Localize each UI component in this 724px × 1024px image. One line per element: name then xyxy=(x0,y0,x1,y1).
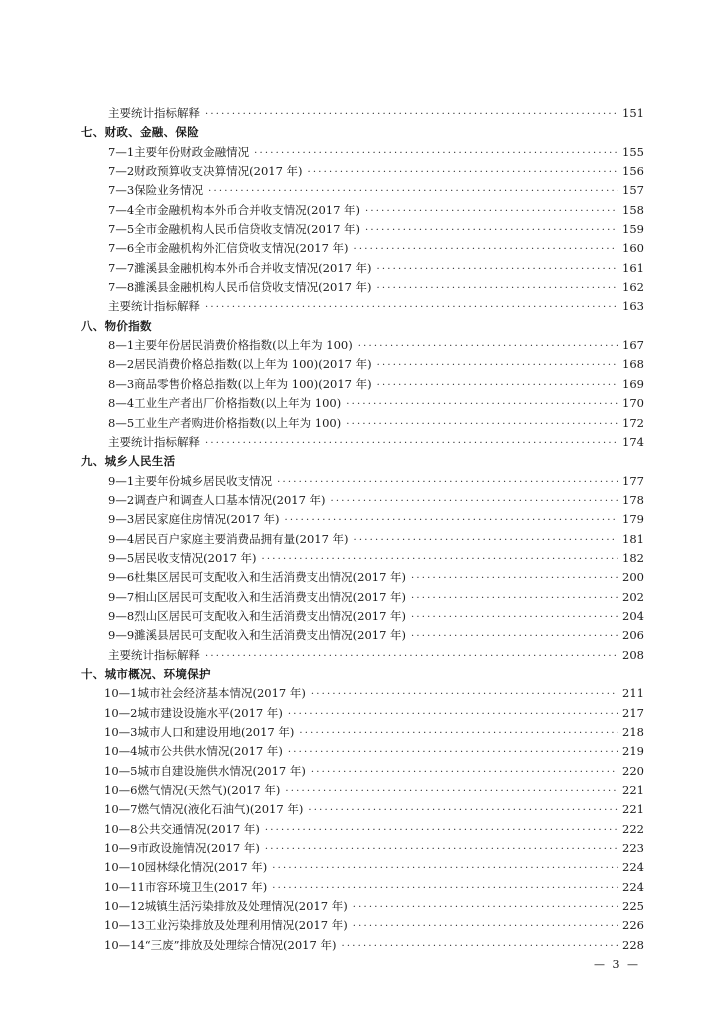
toc-entry-line xyxy=(108,626,644,646)
page-number: 220 xyxy=(622,763,644,778)
dot-leader xyxy=(377,376,618,395)
page-number: 202 xyxy=(622,589,644,604)
toc-entry xyxy=(0,742,724,761)
toc-entry xyxy=(0,839,724,858)
page-number: 182 xyxy=(622,550,644,565)
entry-title: 工业生产者购进价格指数(以上年为 100) xyxy=(134,415,342,430)
page-number: 200 xyxy=(622,570,644,585)
table-number: 8—5 xyxy=(108,415,135,430)
toc-entry xyxy=(0,297,724,316)
dot-leader xyxy=(411,627,618,646)
toc-entry xyxy=(0,878,724,897)
dot-leader xyxy=(354,531,618,550)
toc-entry xyxy=(0,239,724,258)
dot-leader xyxy=(411,569,618,588)
toc-entry xyxy=(0,607,724,626)
section-heading: 八、物价指数 xyxy=(81,318,152,333)
table-number: 10—8 xyxy=(104,821,138,836)
toc-entry-line xyxy=(108,375,644,395)
page-number: 181 xyxy=(622,531,644,546)
page-number: 168 xyxy=(622,357,644,372)
table-number: 9—1 xyxy=(108,473,135,488)
page-number: 208 xyxy=(622,647,644,662)
toc-entry xyxy=(0,162,724,181)
table-of-contents xyxy=(0,104,724,955)
table-number: 10—2 xyxy=(104,705,138,720)
entry-title: 燃气情况(天然气)(2017 年) xyxy=(137,783,281,798)
page-number: 219 xyxy=(622,744,644,759)
entry-title: 市容环境卫生(2017 年) xyxy=(144,879,268,894)
toc-entry xyxy=(0,510,724,529)
entry-title: 园林绿化情况(2017 年) xyxy=(144,860,268,875)
table-number: 7—2 xyxy=(108,164,135,179)
table-number: 8—3 xyxy=(108,376,135,391)
dot-leader xyxy=(288,743,618,762)
table-number: 8—1 xyxy=(108,338,135,353)
entry-title: 濉溪县金融机构人民币信贷收支情况(2017 年) xyxy=(134,280,372,295)
entry-title: 烈山区居民可支配收入和生活消费支出情况(2017 年) xyxy=(134,608,407,623)
entry-title: 濉溪县居民可支配收入和生活消费支出情况(2017 年) xyxy=(134,628,407,643)
toc-entry-line xyxy=(108,104,644,124)
section-heading-row xyxy=(0,452,724,471)
table-number: 10—4 xyxy=(104,744,138,759)
entry-title: 城市建设设施水平(2017 年) xyxy=(137,705,283,720)
toc-entry-line xyxy=(108,549,644,569)
page-number: 163 xyxy=(622,299,644,314)
dot-leader xyxy=(346,395,618,414)
toc-entry-line xyxy=(104,897,644,917)
table-number: 10—6 xyxy=(104,783,138,798)
toc-entry-line xyxy=(108,568,644,588)
table-number: 10—13 xyxy=(104,918,145,933)
page-number: 160 xyxy=(622,241,644,256)
table-number: 7—7 xyxy=(108,260,135,275)
table-number: 7—3 xyxy=(108,183,135,198)
toc-entry-line xyxy=(108,259,644,279)
toc-entry-line xyxy=(104,684,644,704)
dot-leader xyxy=(365,202,618,221)
page-number: 158 xyxy=(622,202,644,217)
toc-entry-line xyxy=(108,297,644,317)
toc-entry-line xyxy=(108,355,644,375)
dot-leader xyxy=(205,105,618,124)
toc-entry-line xyxy=(104,800,644,820)
entry-title: 城市社会经济基本情况(2017 年) xyxy=(137,686,306,701)
entry-title: 城镇生活污染排放及处理情况(2017 年) xyxy=(144,899,348,914)
dot-leader xyxy=(353,898,618,917)
toc-entry xyxy=(0,201,724,220)
table-number: 9—4 xyxy=(108,531,135,546)
section-heading: 九、城乡人民生活 xyxy=(81,454,176,469)
toc-entry-line xyxy=(108,433,644,453)
page-number: 179 xyxy=(622,512,644,527)
table-number: 10—11 xyxy=(104,879,145,894)
toc-entry xyxy=(0,568,724,587)
section-heading-row xyxy=(0,317,724,336)
page-number: 156 xyxy=(622,164,644,179)
table-number: 9—7 xyxy=(108,589,135,604)
entry-title: 城市自建设施供水情况(2017 年) xyxy=(137,763,306,778)
table-number: 8—4 xyxy=(108,396,135,411)
page-number: 174 xyxy=(622,434,644,449)
toc-entry xyxy=(0,433,724,452)
dot-leader xyxy=(346,415,618,434)
toc-entry-line xyxy=(108,588,644,608)
page-number: 217 xyxy=(622,705,644,720)
dot-leader xyxy=(311,763,618,782)
dot-leader xyxy=(308,801,618,820)
toc-entry-line xyxy=(108,646,644,666)
dot-leader xyxy=(365,221,618,240)
dot-leader xyxy=(205,647,618,666)
table-number: 10—7 xyxy=(104,802,138,817)
entry-title: 居民家庭住房情况(2017 年) xyxy=(134,512,280,527)
section-heading: 十、城市概况、环境保护 xyxy=(81,666,211,681)
dot-leader xyxy=(285,782,618,801)
toc-entry-line xyxy=(104,704,644,724)
entry-title: 居民百户家庭主要消费品拥有量(2017 年) xyxy=(134,531,349,546)
toc-entry-line xyxy=(104,858,644,878)
entry-title: 市政设施情况(2017 年) xyxy=(137,841,260,856)
toc-entry xyxy=(0,259,724,278)
entry-title: 城市人口和建设用地(2017 年) xyxy=(137,725,295,739)
dot-leader xyxy=(277,473,618,492)
page-number: 218 xyxy=(622,725,644,739)
page-number: 221 xyxy=(622,783,644,798)
toc-entry xyxy=(0,858,724,877)
toc-entry xyxy=(0,723,724,742)
dot-leader xyxy=(272,859,618,878)
toc-entry xyxy=(0,336,724,355)
dot-leader xyxy=(254,144,618,163)
toc-entry xyxy=(0,936,724,955)
entry-title: 全市金融机构外汇信贷收支情况(2017 年) xyxy=(134,241,349,256)
dot-leader xyxy=(205,298,618,317)
entry-title: 主要年份财政金融情况 xyxy=(134,144,250,159)
entry-title: 居民收支情况(2017 年) xyxy=(134,550,257,565)
table-number: 10—12 xyxy=(104,899,145,914)
entry-title: 调查户和调查人口基本情况(2017 年) xyxy=(134,492,326,507)
page-number: 204 xyxy=(622,608,644,623)
table-number: 9—8 xyxy=(108,608,135,623)
toc-entry xyxy=(0,800,724,819)
page-number: 206 xyxy=(622,628,644,643)
entry-title: 居民消费价格总指数(以上年为 100)(2017 年) xyxy=(134,357,372,372)
table-number: 9—6 xyxy=(108,570,135,585)
entry-title: 商品零售价格总指数(以上年为 100)(2017 年) xyxy=(134,376,372,391)
entry-title: 主要年份城乡居民收支情况 xyxy=(134,473,273,488)
page-number: 177 xyxy=(622,473,644,488)
dot-leader xyxy=(288,705,618,724)
toc-entry xyxy=(0,626,724,645)
table-number: 10—14 xyxy=(104,937,145,952)
page-number: 228 xyxy=(622,937,644,952)
table-number: 7—6 xyxy=(108,241,135,256)
toc-entry-line xyxy=(104,839,644,859)
toc-entry xyxy=(0,588,724,607)
toc-entry-line xyxy=(108,394,644,414)
toc-entry-line xyxy=(108,607,644,627)
toc-entry-line xyxy=(108,239,644,259)
table-number: 10—9 xyxy=(104,841,138,856)
entry-title: 相山区居民可支配收入和生活消费支出情况(2017 年) xyxy=(134,589,407,604)
page-number: 226 xyxy=(622,918,644,933)
toc-entry-line xyxy=(104,723,644,743)
dot-leader xyxy=(265,840,618,859)
entry-title: 主要年份居民消费价格指数(以上年为 100) xyxy=(134,338,353,353)
page-number: 178 xyxy=(622,492,644,507)
dot-leader xyxy=(262,550,618,569)
table-number: 7—8 xyxy=(108,280,135,295)
toc-entry xyxy=(0,104,724,123)
dot-leader xyxy=(353,917,618,936)
toc-entry-line xyxy=(108,201,644,221)
toc-entry xyxy=(0,820,724,839)
entry-title: “三废”排放及处理综合情况(2017 年) xyxy=(144,937,337,952)
dot-leader xyxy=(311,685,618,704)
toc-entry xyxy=(0,781,724,800)
toc-entry xyxy=(0,220,724,239)
dot-leader xyxy=(354,240,618,259)
toc-entry xyxy=(0,704,724,723)
toc-entry-line xyxy=(108,162,644,182)
entry-title: 工业生产者出厂价格指数(以上年为 100) xyxy=(134,396,342,411)
toc-entry-line xyxy=(108,491,644,511)
page-number: 167 xyxy=(622,338,644,353)
toc-entry-line xyxy=(108,510,644,530)
toc-entry xyxy=(0,414,724,433)
toc-entry-line xyxy=(104,762,644,782)
entry-title: 全市金融机构本外币合并收支情况(2017 年) xyxy=(134,202,361,217)
entry-title: 全市金融机构人民币信贷收支情况(2017 年) xyxy=(134,222,361,237)
toc-entry-line xyxy=(108,472,644,492)
page-number: 157 xyxy=(622,183,644,198)
dot-leader xyxy=(377,279,618,298)
toc-entry xyxy=(0,549,724,568)
dot-leader xyxy=(411,589,618,608)
table-number: 7—4 xyxy=(108,202,135,217)
page-number: 162 xyxy=(622,280,644,295)
section-heading-row xyxy=(0,123,724,142)
table-number: 9—9 xyxy=(108,628,135,643)
page-number: 169 xyxy=(622,376,644,391)
toc-entry xyxy=(0,897,724,916)
page-number: 172 xyxy=(622,415,644,430)
dot-leader xyxy=(308,163,618,182)
entry-title: 杜集区居民可支配收入和生活消费支出情况(2017 年) xyxy=(134,570,407,585)
toc-entry-line xyxy=(104,878,644,898)
toc-entry-line xyxy=(104,742,644,762)
entry-title: 公共交通情况(2017 年) xyxy=(137,821,260,836)
dot-leader xyxy=(377,356,618,375)
page-number: 223 xyxy=(622,841,644,856)
dot-leader xyxy=(411,608,618,627)
dot-leader xyxy=(272,879,618,898)
toc-entry-line xyxy=(104,936,644,956)
table-number: 10—1 xyxy=(104,686,138,701)
dot-leader xyxy=(265,821,618,840)
toc-entry-line xyxy=(108,336,644,356)
toc-entry xyxy=(0,762,724,781)
toc-entry-line xyxy=(108,530,644,550)
dot-leader xyxy=(377,260,618,279)
table-number: 7—1 xyxy=(108,144,135,159)
dot-leader xyxy=(299,724,618,743)
dot-leader xyxy=(205,434,618,453)
toc-entry-line xyxy=(104,916,644,936)
page-number: 155 xyxy=(622,144,644,159)
toc-entry-line xyxy=(108,278,644,298)
table-number: 7—5 xyxy=(108,222,135,237)
toc-entry xyxy=(0,684,724,703)
dot-leader xyxy=(341,937,618,956)
table-number: 10—5 xyxy=(104,763,138,778)
page-number: 211 xyxy=(622,686,644,701)
entry-title: 燃气情况(液化石油气)(2017 年) xyxy=(137,802,304,817)
dot-leader xyxy=(285,511,618,530)
entry-title: 主要统计指标解释 xyxy=(108,299,200,314)
toc-entry-line xyxy=(108,220,644,240)
toc-entry xyxy=(0,278,724,297)
entry-title: 主要统计指标解释 xyxy=(108,434,200,449)
entry-title: 保险业务情况 xyxy=(134,183,204,198)
toc-entry xyxy=(0,375,724,394)
page-number: 222 xyxy=(622,821,644,836)
toc-entry-line xyxy=(104,781,644,801)
page-number: 161 xyxy=(622,260,644,275)
table-number: 9—5 xyxy=(108,550,135,565)
entry-title: 濉溪县金融机构本外币合并收支情况(2017 年) xyxy=(134,260,372,275)
toc-entry xyxy=(0,394,724,413)
table-number: 9—2 xyxy=(108,492,135,507)
table-number: 9—3 xyxy=(108,512,135,527)
section-heading-row xyxy=(0,665,724,684)
toc-entry xyxy=(0,181,724,200)
table-number: 8—2 xyxy=(108,357,135,372)
entry-title: 主要统计指标解释 xyxy=(108,647,200,662)
table-number: 10—10 xyxy=(104,860,145,875)
page-number: 159 xyxy=(622,222,644,237)
page-number: 224 xyxy=(622,879,644,894)
toc-entry xyxy=(0,143,724,162)
toc-entry xyxy=(0,530,724,549)
page-number: 225 xyxy=(622,899,644,914)
toc-entry-line xyxy=(108,414,644,434)
toc-entry xyxy=(0,916,724,935)
toc-entry xyxy=(0,355,724,374)
toc-entry-line xyxy=(108,181,644,201)
page-number: 170 xyxy=(622,396,644,411)
toc-entry-line xyxy=(108,143,644,163)
section-heading: 七、财政、金融、保险 xyxy=(81,125,199,140)
page-number-footer: — 3 — xyxy=(594,958,640,971)
toc-entry xyxy=(0,472,724,491)
page-number: 151 xyxy=(622,106,644,120)
page-number: 221 xyxy=(622,802,644,817)
entry-title: 财政预算收支决算情况(2017 年) xyxy=(134,164,303,179)
dot-leader xyxy=(208,182,618,201)
dot-leader xyxy=(358,337,618,356)
toc-entry xyxy=(0,646,724,665)
page-number: 224 xyxy=(622,860,644,875)
toc-entry-line xyxy=(104,820,644,840)
entry-title: 城市公共供水情况(2017 年) xyxy=(137,744,283,759)
toc-entry xyxy=(0,491,724,510)
dot-leader xyxy=(331,492,618,511)
entry-title: 工业污染排放及处理利用情况(2017 年) xyxy=(144,918,348,933)
entry-title: 主要统计指标解释 xyxy=(108,106,200,120)
table-number: 10—3 xyxy=(104,725,138,739)
